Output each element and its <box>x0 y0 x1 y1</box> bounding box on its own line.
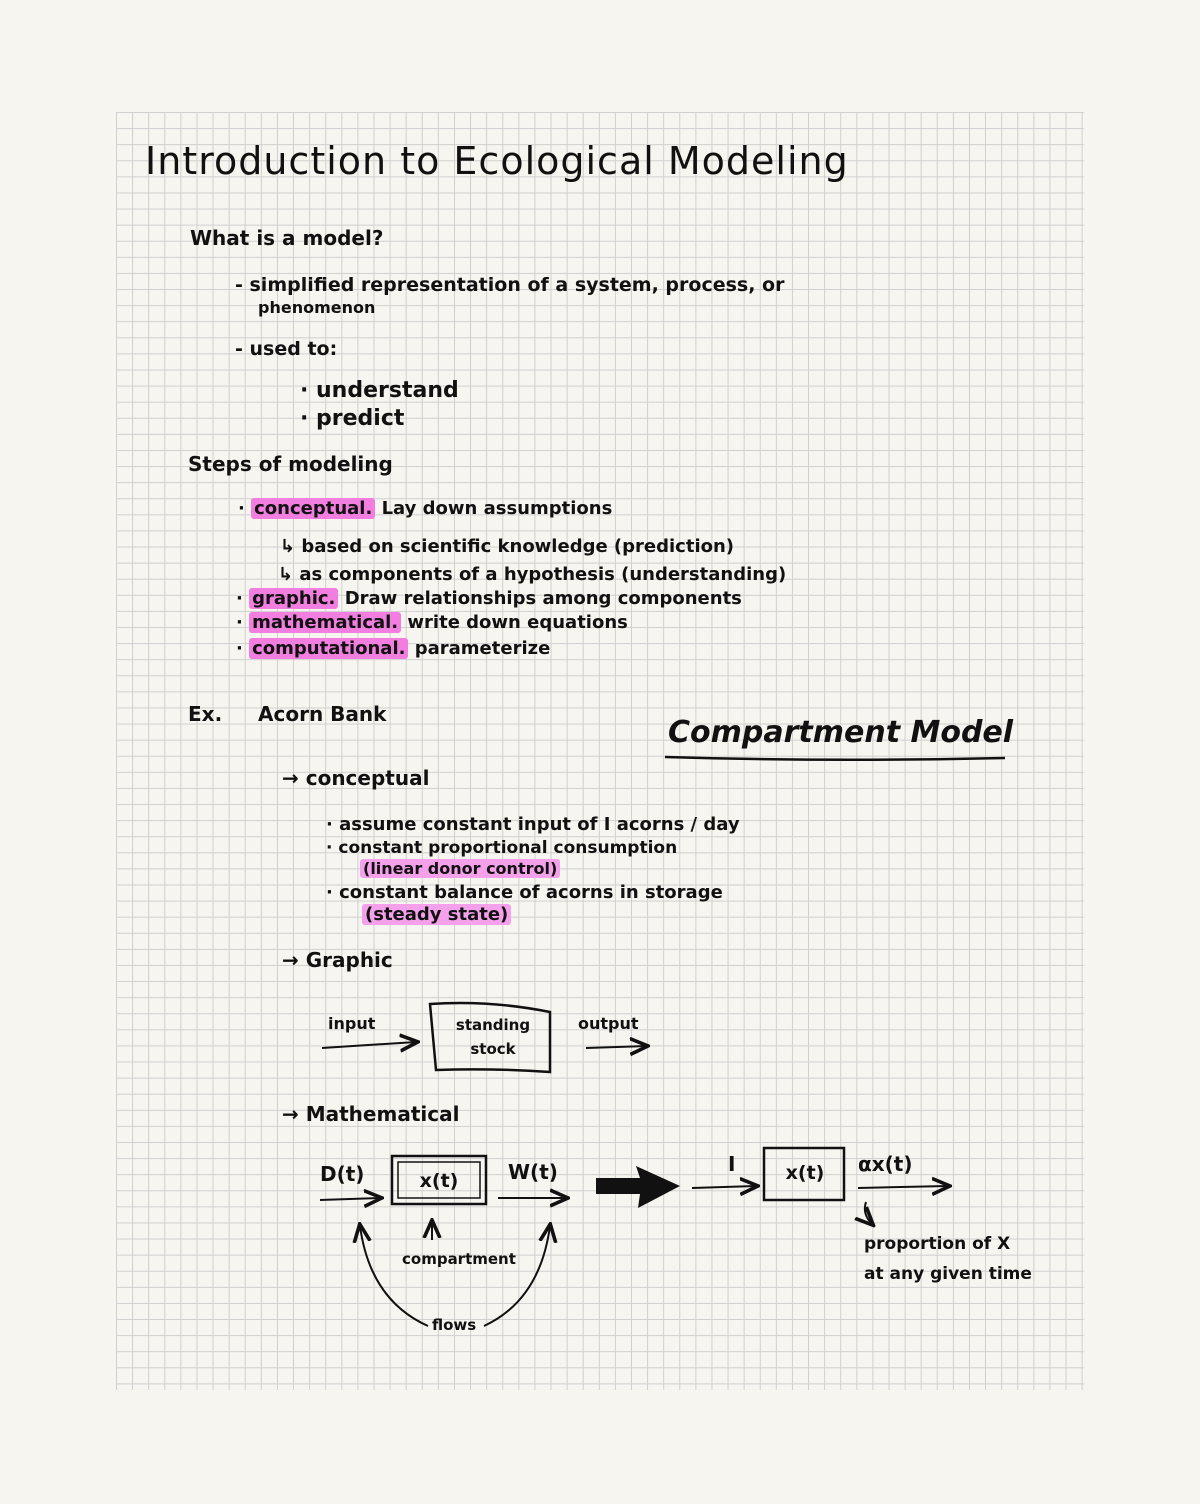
compartment-inner-box <box>398 1162 480 1198</box>
standing-stock-line1: standing <box>455 1016 531 1034</box>
compartment-label: compartment <box>402 1250 516 1268</box>
computational-step: · computational. parameterize <box>236 638 551 659</box>
alpha-outflow-arrow <box>858 1186 948 1188</box>
compartment-model-title: Compartment Model <box>668 715 1014 750</box>
assumption-proportional-consumption: · constant proportional consumption <box>326 838 678 858</box>
output-label: output <box>578 1014 639 1033</box>
steps-heading: Steps of modeling <box>188 452 393 476</box>
flows-arrow-right <box>484 1226 550 1326</box>
mathematical-subheading: → Mathematical <box>282 1102 460 1126</box>
proportion-pointer-arrow <box>865 1202 872 1224</box>
used-to-line: - used to: <box>235 338 338 360</box>
compartment-box <box>392 1156 486 1204</box>
compartment-state-label-2: x(t) <box>785 1162 825 1184</box>
assumption-constant-input: · assume constant input of I acorns / day <box>326 814 740 835</box>
input-arrow <box>322 1042 416 1048</box>
graphic-highlight: graphic. <box>249 588 338 609</box>
input-label: input <box>328 1014 376 1033</box>
assumption-steady-balance: · constant balance of acorns in storage <box>326 882 723 903</box>
conceptual-subheading: → conceptual <box>282 766 430 790</box>
conceptual-step: · conceptual. Lay down assumptions <box>238 498 613 519</box>
big-arrow-icon <box>596 1166 680 1208</box>
page-title: Introduction to Ecological Modeling <box>145 139 849 183</box>
proportion-line2: at any given time <box>864 1264 1032 1284</box>
mathematical-description: write down equations <box>407 612 628 633</box>
understand-item: · understand <box>300 378 459 403</box>
model-definition-line2: phenomenon <box>258 298 376 317</box>
example-name: Acorn Bank <box>258 702 387 726</box>
model-definition-line1: - simplified representation of a system, process, or <box>235 274 785 296</box>
linear-donor-control-highlight: (linear donor control) <box>360 859 560 878</box>
input-I-label: I <box>728 1152 736 1176</box>
proportion-line1: proportion of X <box>864 1234 1011 1254</box>
hypothesis-line: ↳ as components of a hypothesis (understanding) <box>278 564 787 585</box>
alpha-outflow-label: αx(t) <box>858 1152 913 1176</box>
output-arrow <box>586 1046 646 1048</box>
standing-stock-line2: stock <box>470 1040 516 1058</box>
donor-arrow <box>320 1198 380 1200</box>
flows-label: flows <box>432 1316 477 1334</box>
compartment-state-label: x(t) <box>419 1170 459 1192</box>
mathematical-step: · mathematical. write down equations <box>236 612 628 633</box>
compartment-box-2 <box>764 1148 844 1200</box>
graphic-description: Draw relationships among components <box>344 588 742 609</box>
steady-state-highlight: (steady state) <box>362 904 511 925</box>
predict-item: · predict <box>300 406 405 431</box>
graphic-step: · graphic. Draw relationships among components <box>236 588 742 609</box>
computational-description: parameterize <box>414 638 551 659</box>
input-I-arrow <box>692 1186 756 1188</box>
what-is-model-heading: What is a model? <box>190 226 384 250</box>
graphic-subheading: → Graphic <box>282 948 393 972</box>
flows-arrow-left <box>360 1226 428 1326</box>
mathematical-highlight: mathematical. <box>249 612 401 633</box>
standing-stock-box <box>430 1003 550 1072</box>
computational-highlight: computational. <box>249 638 408 659</box>
conceptual-highlight: conceptual. <box>251 498 375 519</box>
scientific-knowledge-line: ↳ based on scientific knowledge (prediction) <box>280 536 735 557</box>
conceptual-description: Lay down assumptions <box>381 498 613 519</box>
example-label: Ex. <box>188 702 223 726</box>
donor-flow-label: D(t) <box>320 1162 365 1186</box>
title-underline <box>665 757 1005 760</box>
outflow-label: W(t) <box>508 1160 558 1184</box>
